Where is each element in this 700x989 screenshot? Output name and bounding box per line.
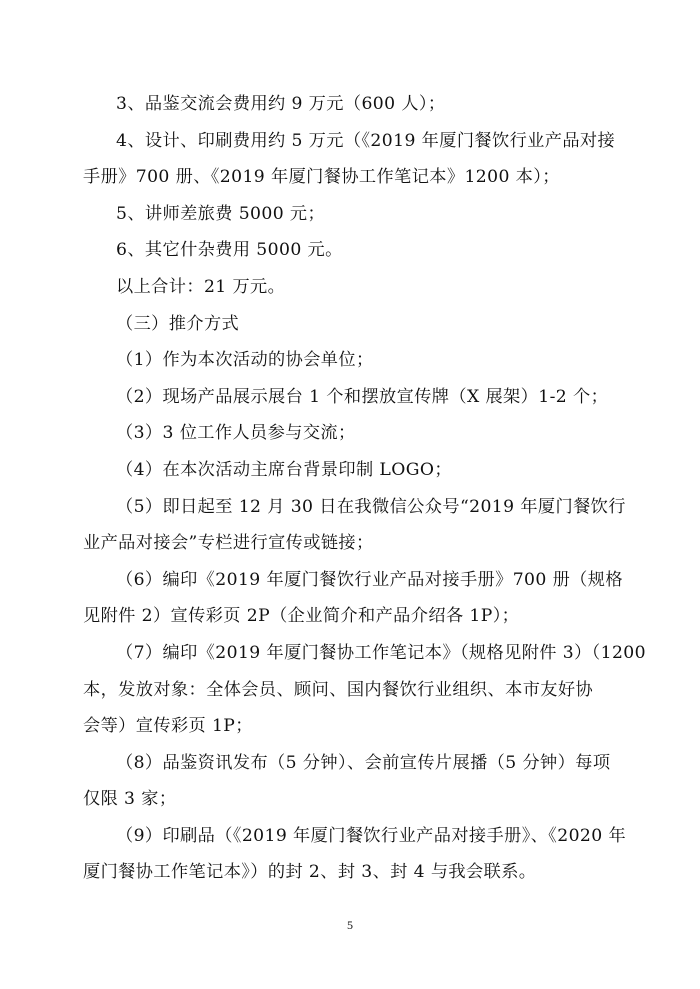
text-line: （9）印刷品（《2019 年厦门餐饮行业产品对接手册》、《2020 年 xyxy=(116,825,627,846)
text-line: （8）品鉴资讯发布（5 分钟）、会前宣传片展播（5 分钟）每项 xyxy=(116,752,611,773)
text-line: （4）在本次活动主席台背景印制 LOGO； xyxy=(116,459,452,480)
text-line: （7）编印《2019 年厦门餐协工作笔记本》（规格见附件 3）（1200 xyxy=(116,642,646,663)
text-line: 见附件 2）宣传彩页 2P（企业简介和产品介绍各 1P）； xyxy=(83,606,520,627)
text-line: 4、设计、印刷费用约 5 万元（《2019 年厦门餐饮行业产品对接 xyxy=(116,130,616,151)
text-line: （5）即日起至 12 月 30 日在我微信公众号“2019 年厦门餐饮行 xyxy=(116,496,626,517)
text-line: 5、讲师差旅费 5000 元； xyxy=(116,203,326,224)
text-line: 6、其它什杂费用 5000 元。 xyxy=(116,240,343,261)
text-line: （3）3 位工作人员参与交流； xyxy=(116,423,356,444)
text-line: （6）编印《2019 年厦门餐饮行业产品对接手册》700 册（规格 xyxy=(116,569,623,590)
text-line: 本，发放对象：全体会员、顾问、国内餐饮行业组织、本市友好协 xyxy=(83,679,594,700)
page-number: 5 xyxy=(347,918,353,932)
text-line: 3、品鉴交流会费用约 9 万元（600 人）； xyxy=(116,94,446,114)
text-line: 以上合计：21 万元。 xyxy=(116,276,286,297)
text-line: （2）现场产品展示展台 1 个和摆放宣传牌（X 展架）1-2 个； xyxy=(116,386,609,407)
text-line: 会等）宣传彩页 1P； xyxy=(83,716,253,737)
text-line: 仅限 3 家； xyxy=(83,789,177,810)
text-line: 厦门餐协工作笔记本》）的封 2、封 3、封 4 与我会联系。 xyxy=(83,862,537,883)
text-line: 业产品对接会”专栏进行宣传或链接； xyxy=(83,533,374,554)
text-line: （1）作为本次活动的协会单位； xyxy=(116,350,374,371)
document-body xyxy=(0,86,700,891)
section-heading: （三）推介方式 xyxy=(116,313,240,334)
text-line: 手册》700 册、《2019 年厦门餐协工作笔记本》1200 本）； xyxy=(83,167,560,188)
